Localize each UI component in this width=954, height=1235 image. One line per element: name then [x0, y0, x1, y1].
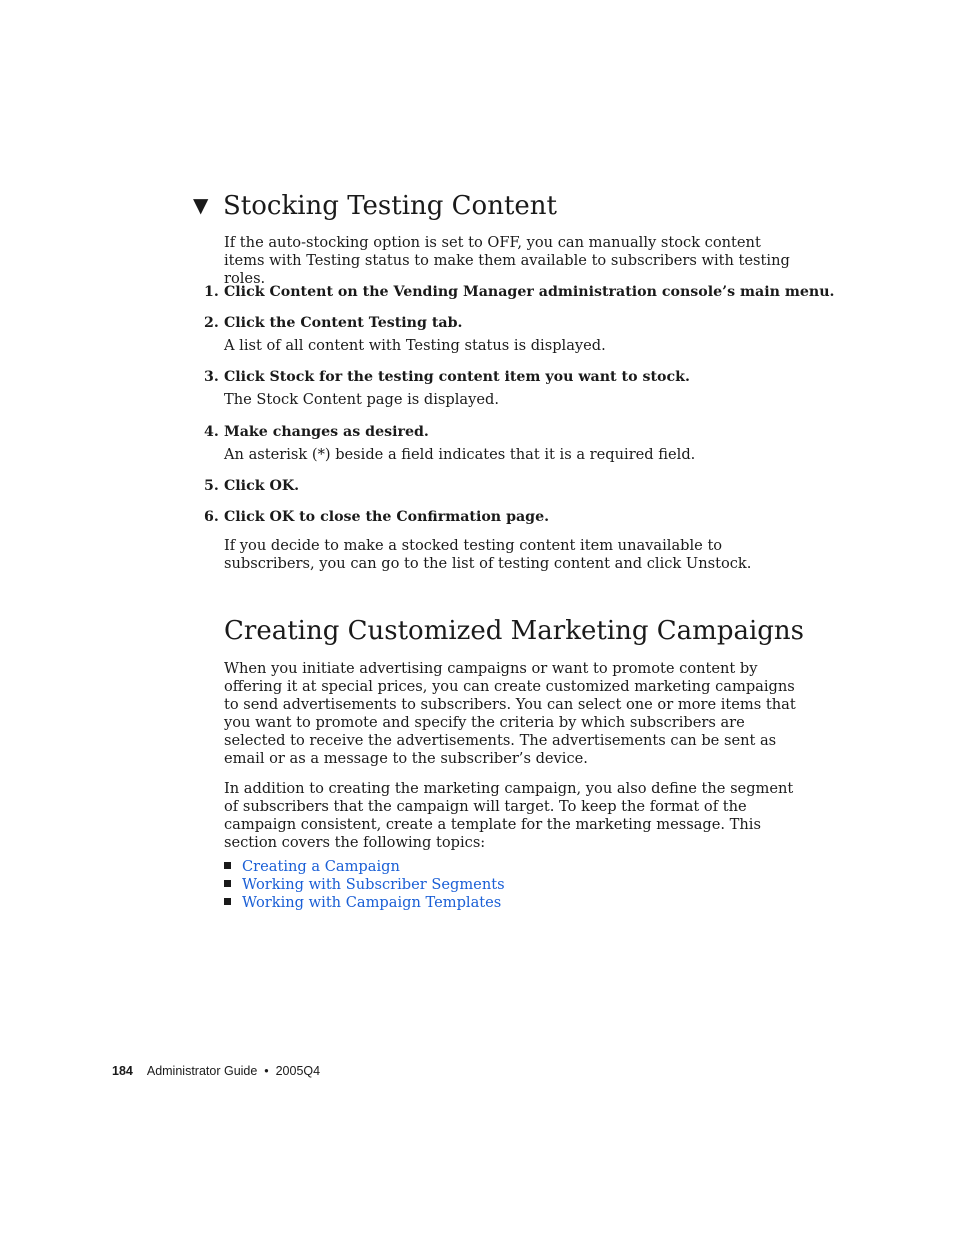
triangle-down-icon: ▼ [193, 193, 209, 217]
step-text: Click the Content Testing tab. [224, 315, 463, 331]
page-number: 184 [112, 1064, 133, 1078]
square-bullet-icon [224, 898, 231, 905]
square-bullet-icon [224, 862, 231, 869]
footer-text: Administrator Guide • 2005Q4 [146, 1064, 321, 1078]
step-text: Click OK to close the Confirmation page. [224, 509, 550, 525]
step-text: Click Content on the Vending Manager administration console’s main menu. [224, 284, 835, 300]
step-4-result: An asterisk (*) beside a field indicates that it is a required field. [224, 446, 696, 463]
step-number: 6. [204, 509, 219, 525]
section-heading-marketing-campaigns: Creating Customized Marketing Campaigns [224, 616, 805, 646]
topics-list [224, 858, 505, 912]
list-item [224, 894, 505, 912]
square-bullet-icon [224, 880, 231, 887]
step-text: Click Stock for the testing content item you want to stock. [224, 369, 690, 385]
step-text: Make changes as desired. [224, 424, 429, 440]
step-6 [204, 508, 549, 526]
step-2 [204, 314, 462, 332]
campaigns-paragraph-1: When you initiate advertising campaigns or want to promote content by offering it at special prices, you can create customized marketing campaigns to send advertisements to subscribers. You can select one or more items that you want to promote and specify the criteria by which subscribers are selected to receive the advertisements. The advertisements can be sent as email or as a message to the subscriber’s device. [224, 660, 796, 767]
step-4 [204, 423, 429, 441]
link-working-with-campaign-templates[interactable]: Working with Campaign Templates [242, 894, 502, 911]
step-3-result: The Stock Content page is displayed. [224, 391, 499, 408]
intro-paragraph: If the auto-stocking option is set to OFF, you can manually stock content items with Testing status to make them available to subscribers with testing roles. [224, 234, 790, 287]
step-number: 1. [204, 284, 219, 300]
step-number: 5. [204, 478, 219, 494]
section-title: Stocking Testing Content [223, 191, 557, 221]
step-1 [204, 283, 834, 301]
step-number: 4. [204, 424, 219, 440]
list-item [224, 876, 505, 894]
page-footer [112, 1063, 320, 1079]
section-heading-stocking-testing-content [193, 188, 557, 223]
step-5 [204, 477, 299, 495]
link-working-with-subscriber-segments[interactable]: Working with Subscriber Segments [242, 876, 505, 893]
step-text: Click OK. [224, 478, 300, 494]
step-2-result: A list of all content with Testing status is displayed. [224, 337, 606, 354]
step-number: 2. [204, 315, 219, 331]
list-item [224, 858, 505, 876]
campaigns-paragraph-2: In addition to creating the marketing campaign, you also define the segment of subscribers that the campaign will target. To keep the format of the campaign consistent, create a template for the marketing message. This section covers the following topics: [224, 780, 794, 851]
link-creating-a-campaign[interactable]: Creating a Campaign [242, 858, 400, 875]
step-number: 3. [204, 369, 219, 385]
closing-paragraph: If you decide to make a stocked testing content item unavailable to subscribers, you can go to the list of testing content and click Unstock. [224, 537, 752, 572]
step-3 [204, 368, 690, 386]
